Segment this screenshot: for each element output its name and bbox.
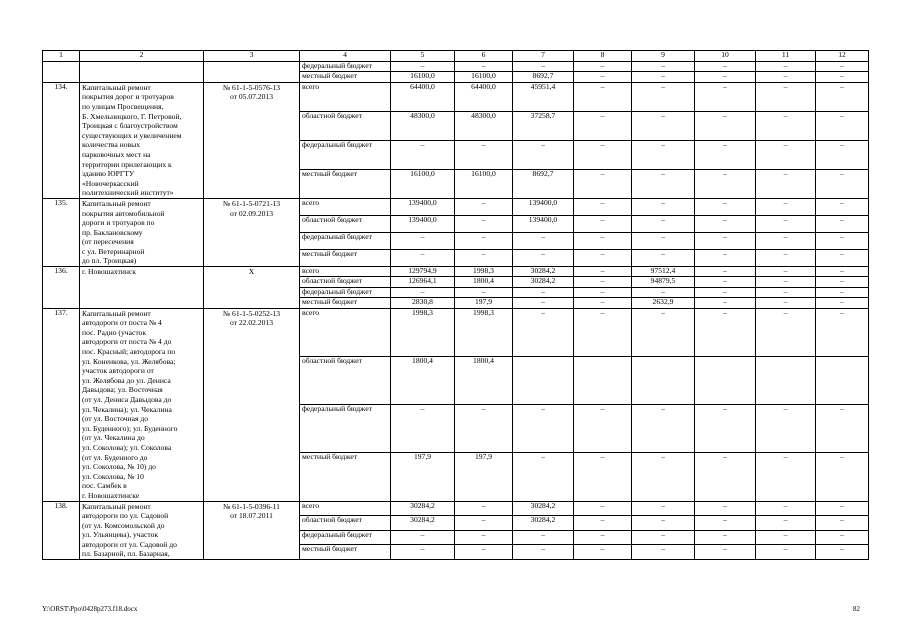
amount-cell: –	[513, 453, 574, 501]
column-header: 1	[43, 51, 80, 62]
amount-cell: –	[695, 267, 756, 277]
amount-cell: –	[756, 111, 816, 140]
amount-cell: –	[695, 298, 756, 308]
amount-cell: –	[816, 232, 869, 249]
amount-cell: –	[632, 308, 695, 356]
amount-cell: –	[391, 250, 455, 267]
amount-cell: 16100,0	[391, 72, 455, 82]
table-row	[43, 82, 869, 111]
funding-source: местный бюджет	[300, 298, 391, 308]
amount-cell: 1800,4	[455, 356, 513, 404]
amount-cell: 126964,1	[391, 277, 455, 287]
row-number: 138.	[43, 501, 80, 560]
amount-cell: –	[632, 111, 695, 140]
amount-cell: –	[574, 250, 632, 267]
row-number	[43, 62, 80, 83]
amount-cell: –	[455, 62, 513, 72]
amount-cell: –	[756, 298, 816, 308]
funding-source: местный бюджет	[300, 72, 391, 82]
amount-cell: –	[391, 232, 455, 249]
amount-cell: –	[816, 545, 869, 560]
amount-cell: 2632,9	[632, 298, 695, 308]
amount-cell: –	[756, 169, 816, 198]
amount-cell	[756, 356, 816, 404]
amount-cell: 139400,0	[391, 215, 455, 232]
amount-cell: 30284,2	[391, 516, 455, 531]
funding-source: всего	[300, 308, 391, 356]
amount-cell: 1800,4	[391, 356, 455, 404]
amount-cell: –	[574, 530, 632, 545]
amount-cell: –	[632, 530, 695, 545]
amount-cell: –	[816, 530, 869, 545]
document-reference: № 61-1-5-0252-13 от 22.02.2013	[204, 308, 300, 501]
amount-cell: –	[574, 405, 632, 453]
amount-cell: –	[695, 169, 756, 198]
column-header: 6	[455, 51, 513, 62]
amount-cell: –	[816, 453, 869, 501]
amount-cell: –	[574, 169, 632, 198]
amount-cell: –	[695, 198, 756, 215]
column-header: 2	[80, 51, 204, 62]
funding-source: федеральный бюджет	[300, 140, 391, 169]
amount-cell: –	[695, 501, 756, 516]
amount-cell: 1800,4	[455, 277, 513, 287]
amount-cell: –	[695, 72, 756, 82]
column-header: 4	[300, 51, 391, 62]
amount-cell: –	[632, 140, 695, 169]
amount-cell: –	[816, 72, 869, 82]
row-number: 134.	[43, 82, 80, 198]
amount-cell: –	[695, 516, 756, 531]
object-description: г. Новошахтинск	[80, 267, 204, 309]
amount-cell: –	[816, 516, 869, 531]
document-reference: № 61-1-5-0721-13 от 02.09.2013	[204, 198, 300, 266]
amount-cell: 139400,0	[513, 198, 574, 215]
amount-cell: 30284,2	[513, 267, 574, 277]
amount-cell: –	[695, 62, 756, 72]
amount-cell: –	[756, 267, 816, 277]
amount-cell: –	[513, 308, 574, 356]
amount-cell: –	[574, 277, 632, 287]
amount-cell: –	[756, 545, 816, 560]
amount-cell: –	[695, 287, 756, 297]
amount-cell: –	[513, 545, 574, 560]
footer-file-path: Y:\ORST\Ppo\0428p273.f18.docx	[42, 605, 138, 613]
funding-source: федеральный бюджет	[300, 62, 391, 72]
funding-source: местный бюджет	[300, 250, 391, 267]
amount-cell: –	[632, 169, 695, 198]
amount-cell: 139400,0	[513, 215, 574, 232]
column-header: 11	[756, 51, 816, 62]
funding-source: федеральный бюджет	[300, 530, 391, 545]
amount-cell: –	[695, 545, 756, 560]
amount-cell: –	[816, 169, 869, 198]
table-row	[43, 267, 869, 277]
amount-cell: –	[632, 287, 695, 297]
footer-page-number: 82	[853, 605, 860, 613]
amount-cell: –	[695, 232, 756, 249]
row-number: 136.	[43, 267, 80, 309]
document-reference: № 61-1-5-0396-11 от 18.07.2011	[204, 501, 300, 560]
amount-cell: –	[391, 62, 455, 72]
amount-cell: –	[816, 111, 869, 140]
amount-cell: –	[695, 215, 756, 232]
amount-cell: –	[513, 232, 574, 249]
amount-cell: –	[756, 250, 816, 267]
funding-source: всего	[300, 82, 391, 111]
amount-cell: –	[632, 405, 695, 453]
amount-cell: 37258,7	[513, 111, 574, 140]
amount-cell: –	[756, 198, 816, 215]
amount-cell: –	[391, 140, 455, 169]
amount-cell: 30284,2	[513, 277, 574, 287]
amount-cell: 1998,3	[455, 267, 513, 277]
document-reference: № 61-1-5-0576-13 от 05.07.2013	[204, 82, 300, 198]
amount-cell: –	[574, 267, 632, 277]
amount-cell: –	[574, 453, 632, 501]
amount-cell	[513, 356, 574, 404]
amount-cell: –	[756, 308, 816, 356]
funding-source: местный бюджет	[300, 169, 391, 198]
amount-cell: 48300,0	[455, 111, 513, 140]
amount-cell: –	[513, 287, 574, 297]
amount-cell: –	[756, 140, 816, 169]
amount-cell: –	[632, 72, 695, 82]
document-reference	[204, 62, 300, 83]
amount-cell: –	[816, 62, 869, 72]
amount-cell: –	[391, 287, 455, 297]
amount-cell: 1998,3	[455, 308, 513, 356]
amount-cell: –	[574, 516, 632, 531]
amount-cell: –	[574, 111, 632, 140]
amount-cell: –	[455, 501, 513, 516]
amount-cell: –	[632, 501, 695, 516]
amount-cell: 16100,0	[455, 72, 513, 82]
amount-cell: 30284,2	[391, 501, 455, 516]
amount-cell: –	[756, 453, 816, 501]
amount-cell: –	[574, 287, 632, 297]
amount-cell: 8692,7	[513, 72, 574, 82]
amount-cell: –	[455, 232, 513, 249]
funding-source: областной бюджет	[300, 111, 391, 140]
funding-source: местный бюджет	[300, 453, 391, 501]
table-row	[43, 62, 869, 72]
amount-cell	[695, 356, 756, 404]
amount-cell: –	[574, 308, 632, 356]
amount-cell: 94879,5	[632, 277, 695, 287]
object-description: Капитальный ремонт покрытия автомобильной дороги и тротуаров по пр. Баклановскому (от пересечения с ул. Ветеринарной до пл. Троицкая)	[80, 198, 204, 266]
amount-cell: –	[756, 277, 816, 287]
amount-cell: –	[756, 215, 816, 232]
table-row	[43, 198, 869, 215]
object-description	[80, 62, 204, 83]
amount-cell: 197,9	[391, 453, 455, 501]
amount-cell: 30284,2	[513, 516, 574, 531]
amount-cell: –	[513, 250, 574, 267]
funding-source: областной бюджет	[300, 356, 391, 404]
amount-cell: 197,9	[455, 453, 513, 501]
amount-cell: 16100,0	[391, 169, 455, 198]
amount-cell: –	[574, 501, 632, 516]
column-header: 9	[632, 51, 695, 62]
amount-cell: –	[816, 250, 869, 267]
amount-cell: –	[632, 232, 695, 249]
amount-cell: –	[756, 72, 816, 82]
amount-cell: 64400,0	[455, 82, 513, 111]
amount-cell: 8692,7	[513, 169, 574, 198]
amount-cell: –	[574, 62, 632, 72]
amount-cell: –	[632, 453, 695, 501]
amount-cell: 139400,0	[391, 198, 455, 215]
amount-cell: –	[632, 545, 695, 560]
amount-cell: 1998,3	[391, 308, 455, 356]
amount-cell	[632, 356, 695, 404]
amount-cell: –	[756, 501, 816, 516]
amount-cell: –	[455, 405, 513, 453]
budget-table	[42, 50, 869, 560]
amount-cell: –	[816, 140, 869, 169]
amount-cell: –	[816, 82, 869, 111]
column-header: 8	[574, 51, 632, 62]
table-row	[43, 501, 869, 516]
amount-cell: –	[756, 82, 816, 111]
funding-source: областной бюджет	[300, 516, 391, 531]
amount-cell: –	[756, 232, 816, 249]
column-header: 5	[391, 51, 455, 62]
funding-source: всего	[300, 198, 391, 215]
amount-cell: –	[455, 516, 513, 531]
amount-cell: –	[391, 405, 455, 453]
amount-cell: –	[816, 405, 869, 453]
amount-cell: –	[632, 516, 695, 531]
amount-cell: –	[632, 82, 695, 111]
row-number: 137.	[43, 308, 80, 501]
amount-cell: –	[816, 215, 869, 232]
amount-cell: –	[695, 530, 756, 545]
amount-cell: –	[513, 298, 574, 308]
amount-cell: –	[756, 62, 816, 72]
amount-cell	[816, 356, 869, 404]
amount-cell: –	[816, 308, 869, 356]
object-description: Капитальный ремонт покрытия дорог и тротуаров по улицам Просвещения, Б. Хмельницкого, Г. Петровой, Троицкая с благоустройством существующих и увеличением количества новых парковочных мест на территории прилегающих к зданию ЮРГТУ «Новочеркасский политехнический институт»	[80, 82, 204, 198]
amount-cell: –	[632, 62, 695, 72]
amount-cell: –	[574, 298, 632, 308]
funding-source: областной бюджет	[300, 215, 391, 232]
amount-cell: –	[455, 140, 513, 169]
amount-cell: –	[455, 250, 513, 267]
amount-cell: –	[756, 530, 816, 545]
amount-cell: –	[574, 545, 632, 560]
amount-cell: –	[391, 545, 455, 560]
amount-cell: –	[574, 140, 632, 169]
amount-cell: –	[574, 198, 632, 215]
amount-cell: 45951,4	[513, 82, 574, 111]
amount-cell: –	[756, 405, 816, 453]
amount-cell: –	[574, 82, 632, 111]
amount-cell: –	[455, 530, 513, 545]
funding-source: федеральный бюджет	[300, 232, 391, 249]
amount-cell: –	[756, 516, 816, 531]
amount-cell: –	[455, 198, 513, 215]
amount-cell: –	[816, 267, 869, 277]
amount-cell: –	[632, 215, 695, 232]
amount-cell: –	[574, 72, 632, 82]
funding-source: всего	[300, 267, 391, 277]
funding-source: всего	[300, 501, 391, 516]
object-description: Капитальный ремонт автодороги по ул. Садовой (от ул. Комсомольской до ул. Ульянцева), участок автодороги от ул. Садовой до пл. Базарной, пл. Базарная,	[80, 501, 204, 560]
amount-cell: –	[695, 111, 756, 140]
column-header: 3	[204, 51, 300, 62]
table-row	[43, 308, 869, 356]
amount-cell: –	[695, 250, 756, 267]
amount-cell: 30284,2	[513, 501, 574, 516]
amount-cell: –	[695, 82, 756, 111]
amount-cell: 129794,9	[391, 267, 455, 277]
column-header: 7	[513, 51, 574, 62]
table-header-row	[43, 51, 869, 62]
amount-cell: –	[695, 405, 756, 453]
amount-cell: –	[816, 287, 869, 297]
amount-cell: –	[455, 215, 513, 232]
amount-cell: –	[574, 215, 632, 232]
amount-cell: –	[695, 308, 756, 356]
column-header: 10	[695, 51, 756, 62]
row-number: 135.	[43, 198, 80, 266]
amount-cell: 48300,0	[391, 111, 455, 140]
amount-cell: –	[816, 298, 869, 308]
amount-cell: 16100,0	[455, 169, 513, 198]
funding-source: федеральный бюджет	[300, 405, 391, 453]
amount-cell: –	[513, 62, 574, 72]
object-description: Капитальный ремонт автодороги от поста № 4 пос. Радио (участок автодороги от поста № 4 до пос. Красный; автодорога по ул. Коненкова, ул. Желябова; участок автодороги от ул. Желябова до ул. Дениса Давыдова; ул. Восточная (от ул. Дениса Давыдова до ул. Чекалина); ул. Чекалина (от ул. Восточная до ул. Буденного); ул. Буденного (от ул. Чекалина до ул. Соколова); ул. Соколова (от ул. Буденного до ул. Соколова, № 10) до ул. Соколова, № 10 пос. Самбек в г. Новошахтинске	[80, 308, 204, 501]
amount-cell: –	[574, 232, 632, 249]
amount-cell: –	[455, 287, 513, 297]
amount-cell: –	[632, 198, 695, 215]
amount-cell: –	[513, 405, 574, 453]
amount-cell: –	[816, 501, 869, 516]
funding-source: местный бюджет	[300, 545, 391, 560]
column-header: 12	[816, 51, 869, 62]
amount-cell: 2830,8	[391, 298, 455, 308]
funding-source: федеральный бюджет	[300, 287, 391, 297]
funding-source: областной бюджет	[300, 277, 391, 287]
document-reference: Х	[204, 267, 300, 309]
amount-cell: –	[695, 140, 756, 169]
amount-cell: 97512,4	[632, 267, 695, 277]
amount-cell: –	[513, 530, 574, 545]
amount-cell: –	[391, 530, 455, 545]
amount-cell: –	[816, 198, 869, 215]
amount-cell: –	[695, 453, 756, 501]
amount-cell: –	[513, 140, 574, 169]
amount-cell: –	[816, 277, 869, 287]
amount-cell: –	[455, 545, 513, 560]
amount-cell: –	[695, 277, 756, 287]
amount-cell: –	[756, 287, 816, 297]
amount-cell: –	[632, 250, 695, 267]
amount-cell: 64400,0	[391, 82, 455, 111]
amount-cell: 197,9	[455, 298, 513, 308]
amount-cell	[574, 356, 632, 404]
